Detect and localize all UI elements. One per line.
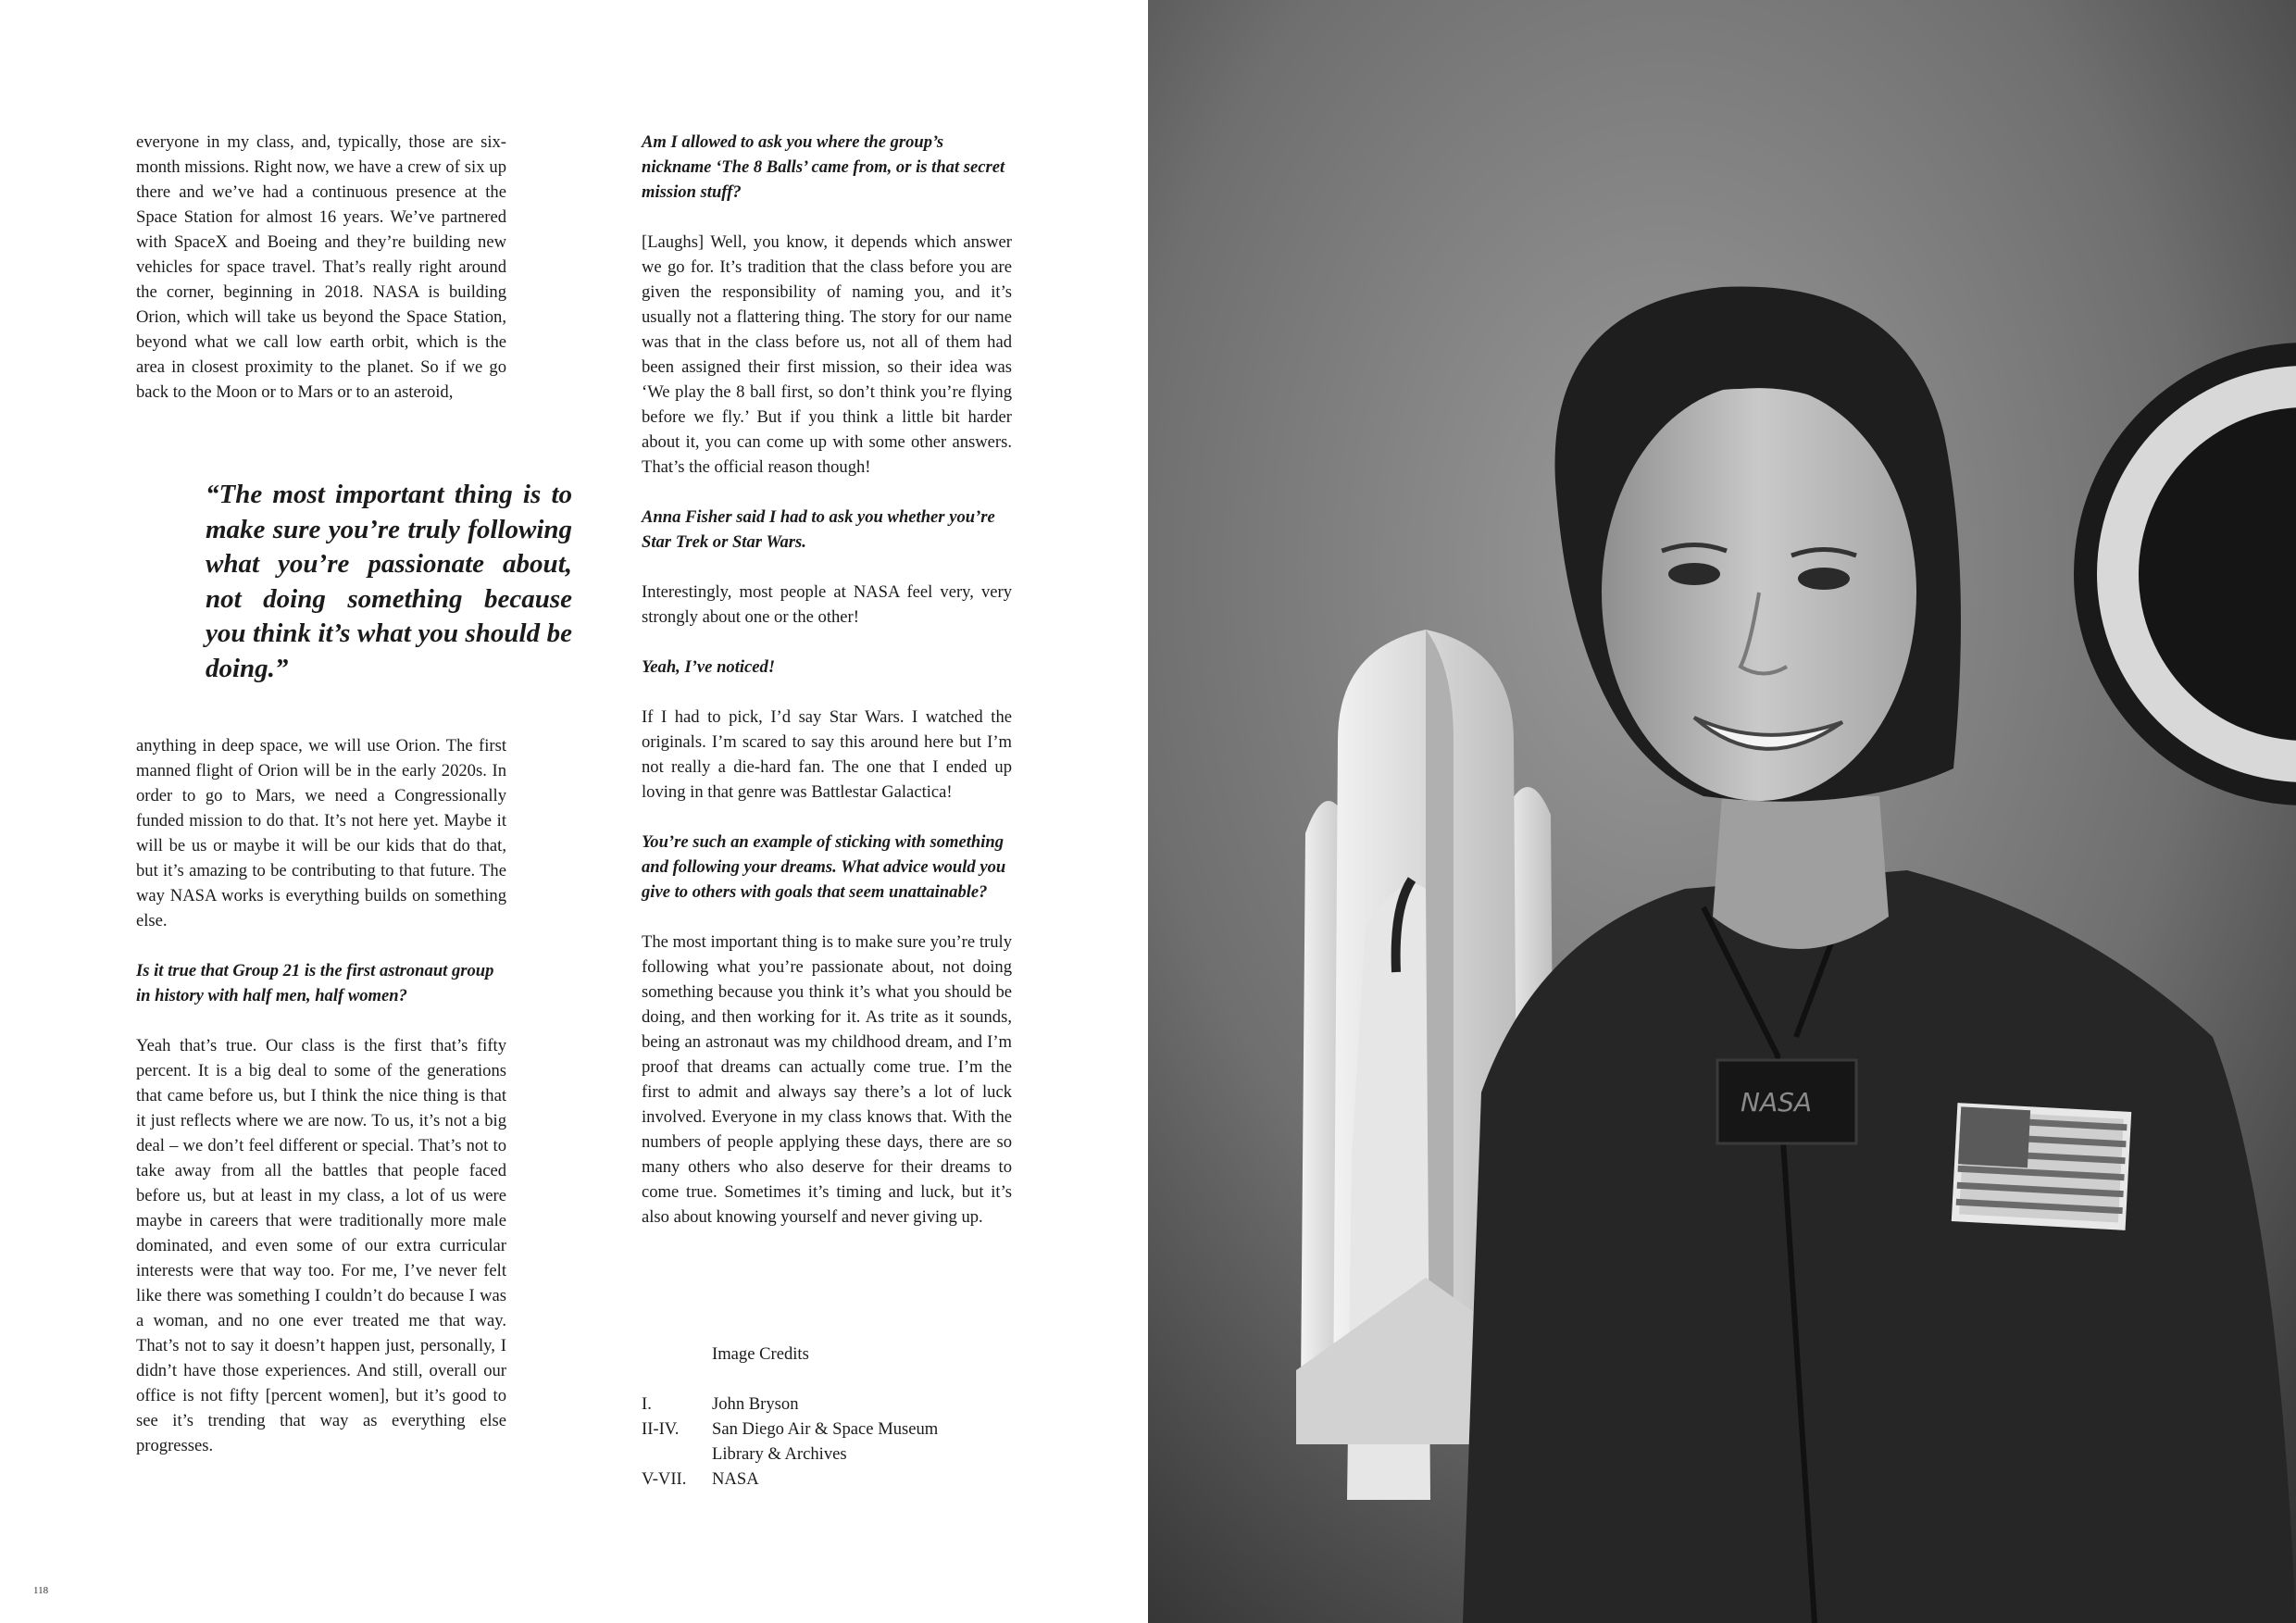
credit-name: Library & Archives [712,1444,847,1464]
credit-number: I. [642,1394,652,1414]
image-credits [642,1342,1012,1492]
paragraph: Yeah that’s true. Our class is the first that’s fifty percent. It is a big deal to some of the generations that came before us, but I think the nice thing is that it just reflects where we are now. To us, it’s not a big deal – we don’t feel different or special. That’s not to take away from all the battles that people faced before us, but at least in my class, a lot of us were maybe in careers that were traditionally more male dominated, and even some of our extra curricular interests were that way too. For me, I’ve never felt like there was something I couldn’t do because I was a woman, and no one ever treated me that way. That’s not to say it doesn’t happen just, personally, I didn’t have those experiences. And still, overall our office is not fifty [percent women], but it’s good to see it’s trending that way as everything else progresses. [136,1036,506,1455]
paragraph: The most important thing is to make sure you’re truly following what you’re passionate about, not doing something because you think it’s what you should be doing, and then working for it. As trite as it sounds, being an astronaut was my childhood dream, and I’m proof that dreams can actually come true. I’m the first to admit and always say there’s a lot of luck involved. Everyone in my class knows that. With the numbers of people applying these days, there are so many others who also deserve for their dreams to come true. Sometimes it’s timing and luck, but it’s also about knowing yourself and never giving up. [642,932,1012,1227]
credit-name: San Diego Air & Space Museum [712,1419,939,1439]
paragraph: If I had to pick, I’d say Star Wars. I watched the originals. I’m scared to say this around here but I’m not really a die-hard fan. The one that I ended up loving in that genre was Battlestar Galactica! [642,707,1012,802]
nasa-name-tag [1717,1060,1856,1143]
paragraph: Interestingly, most people at NASA feel very, very strongly about one or the other! [642,582,1012,627]
credit-name: NASA [712,1469,759,1489]
right-eye [1798,568,1850,590]
left-eye [1668,563,1720,585]
page-number: 118 [33,1585,49,1596]
credit-number: II-IV. [642,1419,680,1439]
interview-question: Anna Fisher said I had to ask you whether you’re Star Trek or Star Wars. [642,507,995,552]
credit-row [642,1392,1012,1417]
credit-row [642,1442,1012,1467]
neck [1713,796,1889,949]
credit-number [642,1442,712,1467]
credits-heading: Image Credits [712,1344,809,1364]
interview-question: You’re such an example of sticking with something and following your dreams. What advice would you give to others with goals that seem unattainable? [642,832,1006,902]
credit-number: V-VII. [642,1469,687,1489]
text-column-1-bottom [136,733,506,1483]
text-column-1-top [136,130,506,430]
paragraph: everyone in my class, and, typically, those are six-month missions. Right now, we have a crew of six up there and we’ve had a continuous presence at the Space Station for almost 16 years. We’ve partnered with SpaceX and Boeing and they’re building new vehicles for space travel. That’s really right around the corner, beginning in 2018. NASA is building Orion, which will take us beyond the Space Station, beyond what we call low earth orbit, which is the area in closest proximity to the planet. So if we go back to the Moon or to Mars or to an asteroid, [136,132,506,402]
pull-quote: “The most important thing is to make sure you’re truly following what you’re passionate about, not doing something because you think it’s what you should be doing.” [206,480,572,683]
svg-text:NASA: NASA [1741,1087,1813,1117]
astronaut-portrait-photo [1148,0,2296,1623]
paragraph: [Laughs] Well, you know, it depends which answer we go for. It’s tradition that the class before you are given the responsibility of naming you, and it’s usually not a flattering thing. The story for our name was that in the class before us, not all of them had been assigned their first mission, so their idea was ‘We play the 8 ball first, so don’t think you’re flying before we fly.’ But if you think a little bit harder about it, you can come up with some other answers. That’s the official reason though! [642,232,1012,477]
american-flag-patch [1955,1106,2128,1226]
credit-name: John Bryson [712,1394,799,1414]
interview-question: Is it true that Group 21 is the first astronaut group in history with half men, half women? [136,961,494,1005]
credit-row [642,1417,1012,1442]
interview-question: Am I allowed to ask you where the group’s nickname ‘The 8 Balls’ came from, or is that secret mission stuff? [642,132,1005,202]
paragraph: anything in deep space, we will use Orion. The first manned flight of Orion will be in the early 2020s. In order to go to Mars, we need a Congressionally funded mission to do that. It’s not here yet. Maybe it will be us or maybe it will be our kids that do that, but it’s amazing to be contributing to that future. The way NASA works is everything builds on something else. [136,736,506,930]
interview-question: Yeah, I’ve noticed! [642,657,776,677]
text-column-2 [642,130,1012,1255]
credit-row [642,1467,1012,1492]
